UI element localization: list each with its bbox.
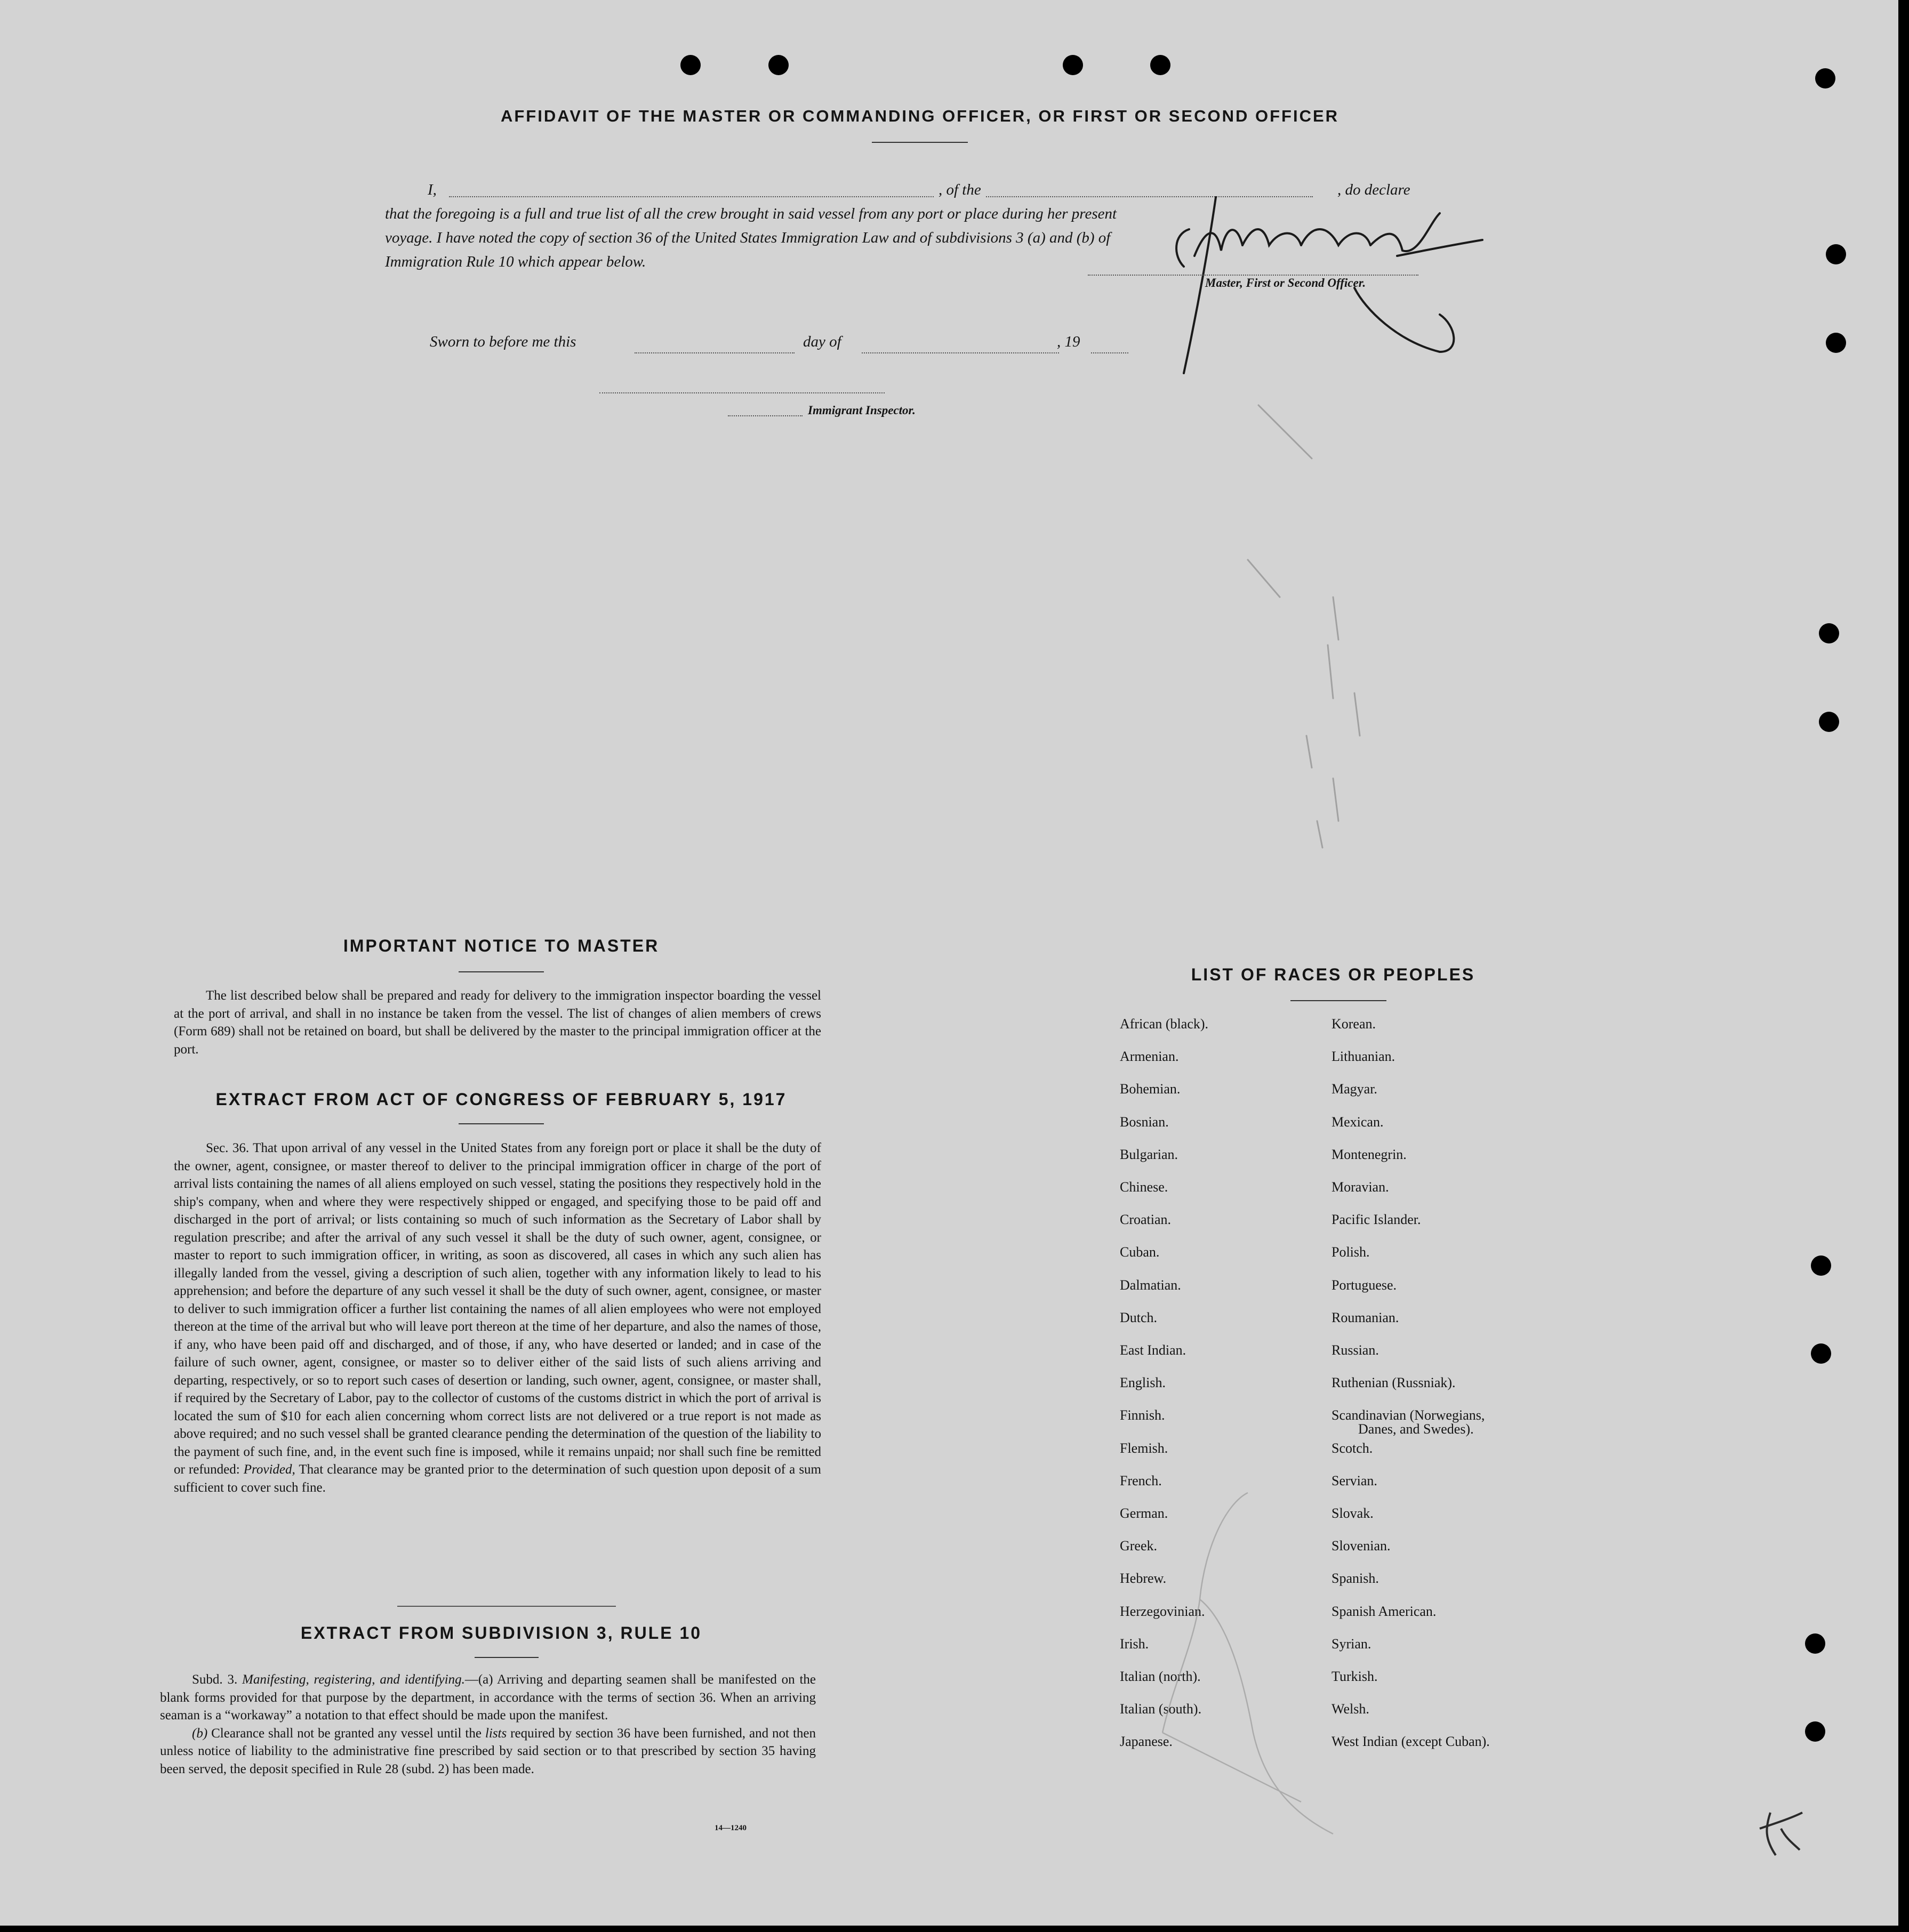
race-item-right: Moravian. (1332, 1179, 1389, 1195)
provided-label: Provided, (243, 1462, 295, 1477)
race-item-right: Portuguese. (1332, 1277, 1397, 1293)
section-36-text-b: That clearance may be granted prior to the determination of such question upon deposit of a sum sufficient to cover such fine. (174, 1462, 821, 1495)
punch-hole (1811, 1255, 1831, 1276)
race-item-right: Spanish. (1332, 1571, 1379, 1586)
sworn-day-blank (635, 352, 795, 353)
race-item-left: Bosnian. (1120, 1114, 1169, 1130)
race-item-right: Polish. (1332, 1244, 1370, 1260)
race-item-left: Greek. (1120, 1538, 1158, 1553)
subd-title: Manifesting, registering, and identifying. (242, 1672, 465, 1687)
sworn-month-blank (862, 352, 1059, 353)
race-item-right: Scotch. (1332, 1440, 1373, 1456)
race-item-left: German. (1120, 1506, 1168, 1521)
pencil-marks (1237, 395, 1397, 874)
race-item-left: Chinese. (1120, 1179, 1168, 1195)
race-item-continuation: Danes, and Swedes). (1358, 1421, 1474, 1437)
section-label: Sec. 36. (206, 1141, 250, 1155)
subd-b-label: (b) (192, 1726, 208, 1741)
corner-handwriting (1749, 1807, 1808, 1861)
notice-paragraph: The list described below shall be prepared and ready for delivery to the immigration inspector boarding the vessel at the port of arrival, and shall in no instance be taken from the vessel. The list of changes of alien members of crews (Form 689) shall not be retained on board, but shall be delivered by the master to the principal immigration officer at the port. (174, 988, 821, 1057)
pencil-scribble (1120, 1482, 1386, 1855)
punch-hole (680, 55, 701, 75)
punch-hole (1819, 623, 1839, 643)
race-item-left: Finnish. (1120, 1407, 1165, 1423)
race-item-left: Bulgarian. (1120, 1147, 1178, 1162)
race-item-right: West Indian (except Cuban). (1332, 1734, 1490, 1749)
race-item-left: Cuban. (1120, 1244, 1160, 1260)
affidavit-line-3: voyage. I have noted the copy of section 36 of the United States Immigration Law and of subdivisions 3 (a) and (b) of (385, 229, 1111, 246)
section-36-text-a: That upon arrival of any vessel in the United States from any foreign port or place it shall be the duty of the owner, agent, consignee, or master thereof to deliver to the principal immigration officer in charge of the port of arrival lists containing the names of all aliens employed on such vessel, stating the positions they respectively hold in the ship's company, when and where they were respectively shipped or engaged, and specifying those to be paid off and discharged in the port of arrival; or lists containing so much of such information as the Secretary of Labor shall by regulation prescribe; and after the arrival of any such vessel it shall be the duty of such owner, agent, consignee, or master to report to such immigration officer, in writing, as soon as discovered, all cases in which any such alien has illegally landed from the vessel, giving a description of such alien, together with any information likely to lead to his apprehension; and before the departure of any such vessel it shall be the duty of such owner, agent, consignee, or master to deliver to such immigration officer a further list containing the names of all alien employees who were not employed thereon at the time of the arrival but who will leave port thereon at the time of her departure, and also the names of those, if any, who have been paid off and discharged, and of those, if any, who have deserted or landed; and in case of the failure of such owner, agent, consignee, or master so to deliver either of the said lists of such aliens arriving and departing, respectively, or so to report such cases of desertion or landing, such owner, agent, consignee, or master shall, if required by the Secretary of Labor, pay to the collector of customs of the customs district in which the port of arrival is located the sum of $10 for each alien concerning whom correct lists are not delivered or a true report is not made as above required; and no such vessel shall be granted clearance pending the determination of the question of the liability to the payment of such fine, and, in the event such fine is imposed, while it remains unpaid; nor shall such fine be remitted or refunded: (174, 1141, 821, 1477)
race-item-right: Syrian. (1332, 1636, 1371, 1652)
race-item-right: Scandinavian (Norwegians, (1332, 1407, 1485, 1423)
race-item-right: Welsh. (1332, 1701, 1369, 1717)
race-item-left: French. (1120, 1473, 1162, 1488)
race-item-right: Lithuanian. (1332, 1049, 1395, 1064)
race-item-left: East Indian. (1120, 1342, 1186, 1358)
affidavit-declare: , do declare (1334, 178, 1414, 202)
sworn-year: , 19 (1057, 333, 1080, 350)
punch-hole (1815, 68, 1835, 88)
race-item-right: Spanish American. (1332, 1604, 1437, 1619)
sworn-prefix: Sworn to before me this (430, 333, 576, 350)
race-item-left: Italian (south). (1120, 1701, 1202, 1717)
affidavit-i-label: I, (428, 181, 437, 198)
punch-hole (1811, 1343, 1831, 1364)
affidavit-line-4: Immigration Rule 10 which appear below. (385, 253, 646, 270)
subd-b-text-2: required by section 36 have been furnished, and not then unless notice of liability to the administrative fine prescribed by said section or to that prescribed by section 35 having been served, the deposit specified in Rule 28 (subd. 2) has been made. (160, 1726, 816, 1776)
race-item-right: Slovenian. (1332, 1538, 1391, 1553)
sworn-day-of: day of (803, 333, 841, 350)
subd-a-text: Arriving and departing seamen shall be manifested on the blank forms provided for that purpose by the department, in accordance with the terms of section 36. When an arriving seaman is a “workaway” a notation to that effect should be made upon the manifest. (160, 1672, 816, 1722)
divider (459, 1123, 544, 1124)
affidavit-of-the: , of the (934, 178, 985, 202)
race-item-right: Magyar. (1332, 1081, 1377, 1097)
race-item-right: Roumanian. (1332, 1310, 1399, 1325)
divider (475, 1657, 539, 1658)
race-item-right: Montenegrin. (1332, 1147, 1407, 1162)
subd-label: Subd. 3. (192, 1672, 238, 1687)
punch-hole (1805, 1721, 1825, 1742)
race-item-right: Russian. (1332, 1342, 1379, 1358)
race-item-right: Korean. (1332, 1016, 1376, 1032)
races-title: LIST OF RACES OR PEOPLES (1191, 965, 1475, 984)
affidavit-line-2: that the foregoing is a full and true list of all the crew brought in said vessel from any port or place during her present (385, 205, 1117, 222)
affidavit-title: AFFIDAVIT OF THE MASTER OR COMMANDING OFFICER, OR FIRST OR SECOND OFFICER (500, 107, 1339, 125)
race-item-left: Dutch. (1120, 1310, 1158, 1325)
race-item-left: Italian (north). (1120, 1669, 1201, 1684)
punch-hole (1819, 712, 1839, 732)
race-item-left: Dalmatian. (1120, 1277, 1181, 1293)
subd-a-label: —(a) (464, 1672, 493, 1687)
inspector-signature-line (599, 392, 885, 393)
section-36-paragraph (174, 1139, 821, 1496)
race-item-right: Servian. (1332, 1473, 1377, 1488)
act-extract-text (174, 1139, 821, 1496)
divider (1290, 1000, 1386, 1001)
inspector-caption-line (728, 415, 803, 416)
race-item-left: Irish. (1120, 1636, 1149, 1652)
race-item-left: Herzegovinian. (1120, 1604, 1205, 1619)
rule-extract-title: EXTRACT FROM SUBDIVISION 3, RULE 10 (300, 1623, 702, 1643)
race-item-left: Croatian. (1120, 1212, 1172, 1227)
form-number: 14—1240 (715, 1824, 747, 1832)
race-item-right: Ruthenian (Russniak). (1332, 1375, 1456, 1390)
race-item-right: Slovak. (1332, 1506, 1374, 1521)
subd-b-lists: lists (485, 1726, 507, 1741)
divider (459, 971, 544, 972)
signature-line (1088, 275, 1418, 276)
race-item-right: Mexican. (1332, 1114, 1384, 1130)
race-item-left: Hebrew. (1120, 1571, 1167, 1586)
subd-b-text-1: Clearance shall not be granted any vessel until the (211, 1726, 482, 1741)
punch-hole (1805, 1633, 1825, 1654)
race-item-left: Flemish. (1120, 1440, 1168, 1456)
race-item-left: Japanese. (1120, 1734, 1173, 1749)
signature-caption: Master, First or Second Officer. (1205, 276, 1366, 289)
race-item-left: Armenian. (1120, 1049, 1179, 1064)
race-item-right: Turkish. (1332, 1669, 1378, 1684)
punch-hole (1063, 55, 1083, 75)
notice-title: IMPORTANT NOTICE TO MASTER (343, 936, 660, 955)
notice-text (174, 987, 821, 1058)
divider (872, 142, 968, 143)
sworn-line (430, 333, 1134, 355)
inspector-caption: Immigrant Inspector. (808, 404, 916, 417)
divider (397, 1606, 616, 1607)
race-item-left: English. (1120, 1375, 1166, 1390)
race-item-left: African (black). (1120, 1016, 1209, 1032)
punch-hole (1826, 333, 1846, 353)
subdivision-a-paragraph (160, 1671, 816, 1725)
race-item-right: Pacific Islander. (1332, 1212, 1421, 1227)
punch-hole (1150, 55, 1170, 75)
punch-hole (768, 55, 789, 75)
act-extract-title: EXTRACT FROM ACT OF CONGRESS OF FEBRUARY 5, 1917 (215, 1090, 787, 1109)
punch-hole (1826, 244, 1846, 264)
sworn-year-blank (1091, 352, 1128, 353)
race-item-left: Bohemian. (1120, 1081, 1181, 1097)
rule-extract-text (160, 1671, 816, 1778)
subdivision-b-paragraph (160, 1725, 816, 1778)
